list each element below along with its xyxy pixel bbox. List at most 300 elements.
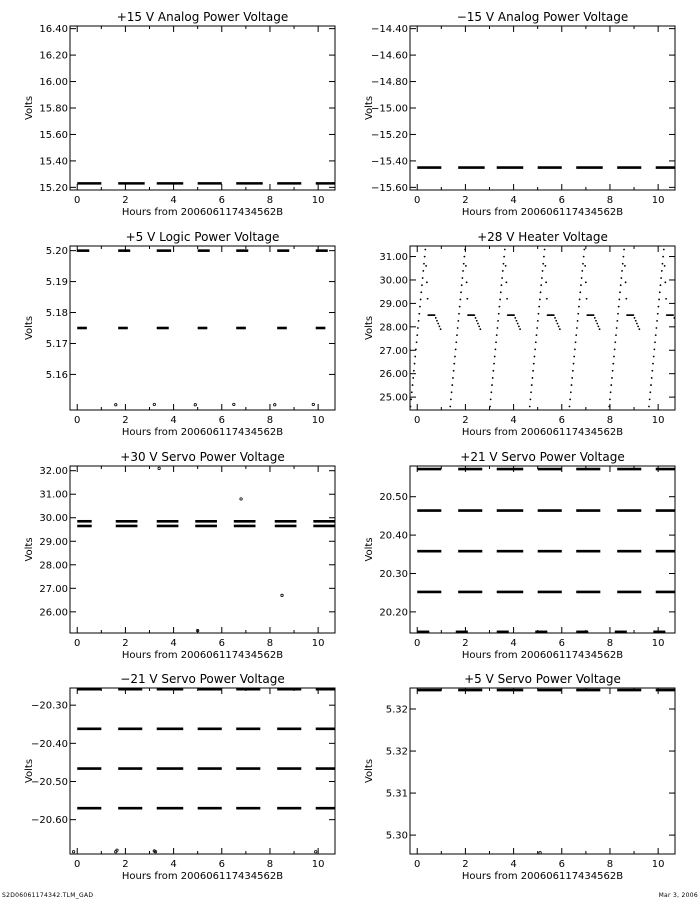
data-point bbox=[571, 377, 573, 379]
x-tick-label: 6 bbox=[558, 415, 565, 426]
x-tick-label: 8 bbox=[606, 638, 614, 649]
data-point bbox=[672, 314, 674, 316]
data-point bbox=[576, 327, 578, 329]
data-point bbox=[240, 498, 242, 500]
data-point bbox=[554, 317, 556, 319]
data-point bbox=[490, 398, 492, 400]
data-point bbox=[650, 384, 652, 386]
data-point bbox=[611, 377, 613, 379]
data-point bbox=[499, 306, 501, 308]
data-point bbox=[503, 256, 505, 258]
data-point bbox=[115, 404, 117, 406]
y-tick-label: 5.16 bbox=[45, 369, 68, 381]
y-axis-label: Volts bbox=[24, 537, 35, 562]
x-axis-label: Hours from 200606117434562B bbox=[461, 650, 624, 661]
data-point bbox=[649, 391, 651, 393]
data-point bbox=[473, 314, 475, 316]
data-point bbox=[586, 298, 588, 300]
x-tick-label: 2 bbox=[122, 415, 129, 426]
y-tick-label: −20.60 bbox=[30, 815, 68, 827]
data-point bbox=[281, 594, 283, 596]
data-point bbox=[657, 313, 659, 315]
data-point bbox=[501, 284, 503, 286]
y-tick-label: 15.60 bbox=[39, 129, 68, 141]
data-point bbox=[540, 284, 542, 286]
data-point bbox=[505, 281, 507, 283]
y-tick-label: 15.20 bbox=[39, 182, 68, 194]
data-point bbox=[541, 277, 543, 279]
x-tick-label: 10 bbox=[311, 195, 325, 206]
data-point bbox=[612, 363, 614, 365]
x-tick-label: 10 bbox=[311, 638, 325, 649]
data-point bbox=[635, 320, 637, 322]
data-point bbox=[454, 356, 456, 358]
data-point bbox=[426, 281, 428, 283]
data-point bbox=[658, 299, 660, 301]
data-point bbox=[620, 277, 622, 279]
data-point bbox=[466, 281, 468, 283]
data-point bbox=[529, 406, 531, 408]
data-point bbox=[573, 363, 575, 365]
data-point bbox=[434, 314, 436, 316]
data-point bbox=[233, 403, 235, 405]
x-tick-label: 10 bbox=[651, 415, 665, 426]
data-point bbox=[545, 281, 547, 283]
data-point bbox=[597, 325, 599, 327]
data-point bbox=[420, 299, 422, 301]
y-tick-label: 5.30 bbox=[385, 830, 408, 842]
y-tick-label: 5.31 bbox=[385, 788, 408, 800]
chart-title: +28 V Heater Voltage bbox=[477, 230, 608, 244]
data-point bbox=[569, 398, 571, 400]
y-tick-label: −20.30 bbox=[30, 700, 68, 712]
data-point bbox=[615, 334, 617, 336]
x-tick-label: 8 bbox=[606, 415, 614, 426]
data-point bbox=[638, 328, 640, 330]
chart-panel-5 bbox=[24, 450, 335, 661]
data-point bbox=[574, 349, 576, 351]
data-point bbox=[459, 306, 461, 308]
data-point bbox=[540, 291, 542, 293]
x-tick-label: 4 bbox=[510, 415, 517, 426]
data-point bbox=[418, 320, 420, 322]
x-axis-label: Hours from 200606117434562B bbox=[461, 207, 624, 218]
data-point bbox=[662, 256, 664, 258]
data-point bbox=[410, 406, 412, 408]
x-axis-label: Hours from 200606117434562B bbox=[121, 871, 284, 882]
data-point bbox=[452, 377, 454, 379]
y-tick-label: −14.40 bbox=[370, 24, 408, 36]
x-tick-label: 6 bbox=[558, 195, 565, 206]
data-point bbox=[660, 284, 662, 286]
data-point bbox=[617, 313, 619, 315]
data-point bbox=[412, 384, 414, 386]
data-point bbox=[423, 263, 425, 265]
data-point bbox=[413, 370, 415, 372]
x-axis-label: Hours from 200606117434562B bbox=[461, 871, 624, 882]
data-point bbox=[532, 370, 534, 372]
data-point bbox=[585, 281, 587, 283]
y-tick-label: 20.40 bbox=[379, 530, 408, 542]
data-point bbox=[625, 298, 627, 300]
data-point bbox=[463, 263, 465, 265]
data-point bbox=[664, 265, 666, 267]
y-tick-label: 32.00 bbox=[39, 466, 68, 478]
data-point bbox=[532, 377, 534, 379]
data-point bbox=[410, 398, 412, 400]
data-point bbox=[618, 306, 620, 308]
data-point bbox=[610, 391, 612, 393]
x-tick-label: 2 bbox=[122, 638, 129, 649]
data-point bbox=[416, 341, 418, 343]
y-tick-label: 31.00 bbox=[379, 252, 408, 264]
y-axis-label: Volts bbox=[24, 315, 35, 341]
x-tick-label: 2 bbox=[462, 415, 469, 426]
y-tick-label: 31.00 bbox=[39, 489, 68, 501]
y-tick-label: −15.40 bbox=[370, 156, 408, 168]
data-point bbox=[494, 349, 496, 351]
data-point bbox=[491, 384, 493, 386]
x-tick-label: 6 bbox=[558, 859, 565, 870]
y-tick-label: 30.00 bbox=[379, 275, 408, 287]
data-point bbox=[634, 317, 636, 319]
data-point bbox=[618, 299, 620, 301]
data-point bbox=[519, 328, 521, 330]
x-tick-label: 4 bbox=[170, 859, 177, 870]
data-point bbox=[457, 320, 459, 322]
data-point bbox=[558, 325, 560, 327]
plot-frame bbox=[410, 688, 675, 854]
data-point bbox=[584, 265, 586, 267]
data-point bbox=[543, 256, 545, 258]
x-tick-label: 2 bbox=[122, 859, 129, 870]
data-point bbox=[494, 356, 496, 358]
data-point bbox=[533, 363, 535, 365]
plot-frame bbox=[410, 26, 675, 190]
x-tick-label: 8 bbox=[266, 638, 274, 649]
x-tick-label: 10 bbox=[311, 415, 325, 426]
x-axis-label: Hours from 200606117434562B bbox=[121, 427, 284, 438]
chart-title: +21 V Servo Power Voltage bbox=[460, 450, 625, 464]
y-tick-label: −15.20 bbox=[370, 129, 408, 141]
x-tick-label: 8 bbox=[606, 195, 614, 206]
data-point bbox=[575, 334, 577, 336]
data-point bbox=[542, 263, 544, 265]
data-point bbox=[414, 356, 416, 358]
data-point bbox=[479, 328, 481, 330]
data-point bbox=[153, 403, 155, 405]
x-tick-label: 0 bbox=[414, 638, 421, 649]
data-point bbox=[457, 327, 459, 329]
data-point bbox=[535, 341, 537, 343]
data-point bbox=[636, 323, 638, 325]
data-point bbox=[656, 327, 658, 329]
data-point bbox=[572, 370, 574, 372]
data-point bbox=[538, 306, 540, 308]
data-point bbox=[411, 391, 413, 393]
data-point bbox=[421, 284, 423, 286]
data-point bbox=[637, 325, 639, 327]
plot-frame bbox=[70, 26, 335, 190]
y-tick-label: −15.00 bbox=[370, 103, 408, 115]
data-point bbox=[534, 356, 536, 358]
data-point bbox=[656, 320, 658, 322]
data-point bbox=[573, 356, 575, 358]
x-tick-label: 2 bbox=[462, 638, 469, 649]
data-point bbox=[610, 384, 612, 386]
y-axis-label: Volts bbox=[24, 95, 35, 121]
data-point bbox=[435, 317, 437, 319]
x-tick-label: 0 bbox=[414, 859, 421, 870]
data-point bbox=[663, 249, 665, 251]
data-point bbox=[582, 263, 584, 265]
data-point bbox=[72, 851, 74, 853]
data-point bbox=[593, 314, 595, 316]
x-tick-label: 6 bbox=[218, 859, 225, 870]
data-point bbox=[624, 265, 626, 267]
y-tick-label: 15.40 bbox=[39, 156, 68, 168]
data-point bbox=[465, 265, 467, 267]
y-tick-label: 20.20 bbox=[379, 607, 408, 619]
data-point bbox=[492, 370, 494, 372]
data-point bbox=[503, 263, 505, 265]
x-tick-label: 4 bbox=[510, 638, 517, 649]
data-point bbox=[505, 265, 507, 267]
data-point bbox=[315, 851, 317, 853]
x-tick-label: 8 bbox=[606, 859, 614, 870]
x-tick-label: 6 bbox=[218, 638, 225, 649]
chart-title: −15 V Analog Power Voltage bbox=[456, 10, 629, 24]
data-point bbox=[514, 317, 516, 319]
y-tick-label: −15.60 bbox=[370, 182, 408, 194]
y-tick-label: 26.00 bbox=[379, 369, 408, 381]
data-point bbox=[539, 852, 541, 854]
data-point bbox=[417, 327, 419, 329]
x-tick-label: 8 bbox=[266, 415, 274, 426]
data-point bbox=[412, 377, 414, 379]
y-axis-label: Volts bbox=[24, 758, 35, 784]
data-point bbox=[466, 298, 468, 300]
data-point bbox=[599, 328, 601, 330]
data-point bbox=[427, 298, 429, 300]
x-axis-label: Hours from 200606117434562B bbox=[121, 207, 284, 218]
x-tick-label: 10 bbox=[311, 859, 325, 870]
data-point bbox=[653, 349, 655, 351]
data-point bbox=[534, 349, 536, 351]
y-tick-label: 27.00 bbox=[39, 583, 68, 595]
data-point bbox=[570, 391, 572, 393]
data-point bbox=[619, 291, 621, 293]
data-point bbox=[580, 284, 582, 286]
y-tick-label: 26.00 bbox=[39, 607, 68, 619]
y-tick-label: 15.80 bbox=[39, 103, 68, 115]
data-point bbox=[451, 391, 453, 393]
data-point bbox=[652, 363, 654, 365]
data-point bbox=[620, 284, 622, 286]
data-point bbox=[536, 334, 538, 336]
x-tick-label: 4 bbox=[170, 638, 177, 649]
data-point bbox=[623, 249, 625, 251]
data-point bbox=[461, 277, 463, 279]
chart-panel-6 bbox=[364, 450, 675, 661]
y-tick-label: 16.20 bbox=[39, 50, 68, 62]
data-point bbox=[501, 277, 503, 279]
data-point bbox=[459, 299, 461, 301]
y-axis-label: Volts bbox=[364, 95, 375, 121]
data-point bbox=[612, 370, 614, 372]
chart-panel-3 bbox=[24, 230, 335, 438]
data-point bbox=[614, 349, 616, 351]
data-point bbox=[518, 325, 520, 327]
data-point bbox=[579, 299, 581, 301]
data-point bbox=[422, 277, 424, 279]
data-point bbox=[506, 298, 508, 300]
data-point bbox=[517, 323, 519, 325]
data-point bbox=[553, 314, 555, 316]
chart-panel-1 bbox=[24, 10, 335, 218]
data-point bbox=[609, 398, 611, 400]
y-tick-label: 30.00 bbox=[39, 513, 68, 525]
y-tick-label: 20.50 bbox=[379, 492, 408, 504]
data-point bbox=[616, 327, 618, 329]
chart-title: +5 V Logic Power Voltage bbox=[125, 230, 280, 244]
chart-panel-7 bbox=[24, 672, 335, 882]
data-point bbox=[651, 377, 653, 379]
data-point bbox=[424, 256, 426, 258]
x-tick-label: 4 bbox=[170, 415, 177, 426]
data-point bbox=[530, 391, 532, 393]
plot-frame bbox=[410, 466, 675, 633]
data-point bbox=[559, 328, 561, 330]
data-point bbox=[664, 281, 666, 283]
chart-title: +30 V Servo Power Voltage bbox=[120, 450, 285, 464]
data-point bbox=[455, 341, 457, 343]
data-point bbox=[451, 384, 453, 386]
data-point bbox=[546, 298, 548, 300]
data-point bbox=[660, 277, 662, 279]
data-point bbox=[665, 298, 667, 300]
chart-panel-4 bbox=[364, 230, 675, 438]
x-tick-label: 10 bbox=[651, 195, 665, 206]
data-point bbox=[440, 328, 442, 330]
data-point bbox=[595, 320, 597, 322]
data-point bbox=[516, 320, 518, 322]
chart-panel-8 bbox=[364, 672, 675, 882]
data-point bbox=[438, 325, 440, 327]
x-tick-label: 6 bbox=[558, 638, 565, 649]
x-tick-label: 0 bbox=[74, 859, 81, 870]
data-point bbox=[614, 341, 616, 343]
data-point bbox=[497, 327, 499, 329]
data-point bbox=[449, 406, 451, 408]
y-tick-label: 28.00 bbox=[379, 322, 408, 334]
y-tick-label: −20.50 bbox=[30, 776, 68, 788]
data-point bbox=[658, 306, 660, 308]
data-point bbox=[464, 249, 466, 251]
data-point bbox=[555, 320, 557, 322]
data-point bbox=[499, 299, 501, 301]
x-axis-label: Hours from 200606117434562B bbox=[121, 650, 284, 661]
data-point bbox=[458, 313, 460, 315]
data-point bbox=[476, 320, 478, 322]
data-point bbox=[544, 249, 546, 251]
data-point bbox=[531, 384, 533, 386]
data-point bbox=[500, 291, 502, 293]
x-tick-label: 0 bbox=[414, 195, 421, 206]
data-point bbox=[539, 299, 541, 301]
data-point bbox=[453, 363, 455, 365]
y-tick-label: 5.32 bbox=[385, 746, 408, 758]
chart-title: −21 V Servo Power Voltage bbox=[120, 672, 285, 686]
data-point bbox=[450, 398, 452, 400]
y-tick-label: 25.00 bbox=[379, 392, 408, 404]
data-point bbox=[659, 291, 661, 293]
y-tick-label: −20.40 bbox=[30, 738, 68, 750]
data-point bbox=[463, 256, 465, 258]
y-tick-label: −14.80 bbox=[370, 77, 408, 89]
data-point bbox=[578, 306, 580, 308]
x-tick-label: 4 bbox=[170, 195, 177, 206]
data-point bbox=[460, 291, 462, 293]
data-point bbox=[625, 281, 627, 283]
data-point bbox=[622, 256, 624, 258]
y-axis-label: Volts bbox=[364, 758, 375, 784]
data-point bbox=[424, 249, 426, 251]
x-tick-label: 2 bbox=[462, 195, 469, 206]
data-point bbox=[496, 334, 498, 336]
data-point bbox=[581, 270, 583, 272]
data-point bbox=[194, 404, 196, 406]
data-point bbox=[661, 270, 663, 272]
x-tick-label: 0 bbox=[414, 415, 421, 426]
data-point bbox=[651, 370, 653, 372]
data-point bbox=[504, 249, 506, 251]
data-point bbox=[537, 320, 539, 322]
data-point bbox=[648, 406, 650, 408]
data-point bbox=[577, 320, 579, 322]
data-point bbox=[596, 323, 598, 325]
data-point bbox=[497, 320, 499, 322]
data-point bbox=[461, 284, 463, 286]
data-point bbox=[655, 334, 657, 336]
data-point bbox=[654, 341, 656, 343]
data-point bbox=[571, 384, 573, 386]
y-tick-label: 16.40 bbox=[39, 24, 68, 36]
data-point bbox=[616, 320, 618, 322]
data-point bbox=[312, 403, 314, 405]
data-point bbox=[608, 406, 610, 408]
chart-panel-2 bbox=[364, 10, 675, 218]
data-point bbox=[544, 265, 546, 267]
data-point bbox=[422, 270, 424, 272]
data-point bbox=[436, 320, 438, 322]
x-tick-label: 10 bbox=[651, 859, 665, 870]
data-point bbox=[456, 334, 458, 336]
data-point bbox=[575, 341, 577, 343]
y-tick-label: 5.17 bbox=[45, 338, 68, 350]
data-point bbox=[673, 317, 675, 319]
data-point bbox=[495, 341, 497, 343]
data-point bbox=[569, 406, 571, 408]
data-point bbox=[530, 398, 532, 400]
data-point bbox=[583, 249, 585, 251]
data-point bbox=[653, 356, 655, 358]
y-axis-label: Volts bbox=[364, 537, 375, 562]
x-tick-label: 8 bbox=[266, 859, 274, 870]
footer-date-label: Mar 3, 2006 bbox=[658, 892, 698, 899]
y-tick-label: 29.00 bbox=[39, 536, 68, 548]
plot-frame bbox=[70, 688, 335, 854]
